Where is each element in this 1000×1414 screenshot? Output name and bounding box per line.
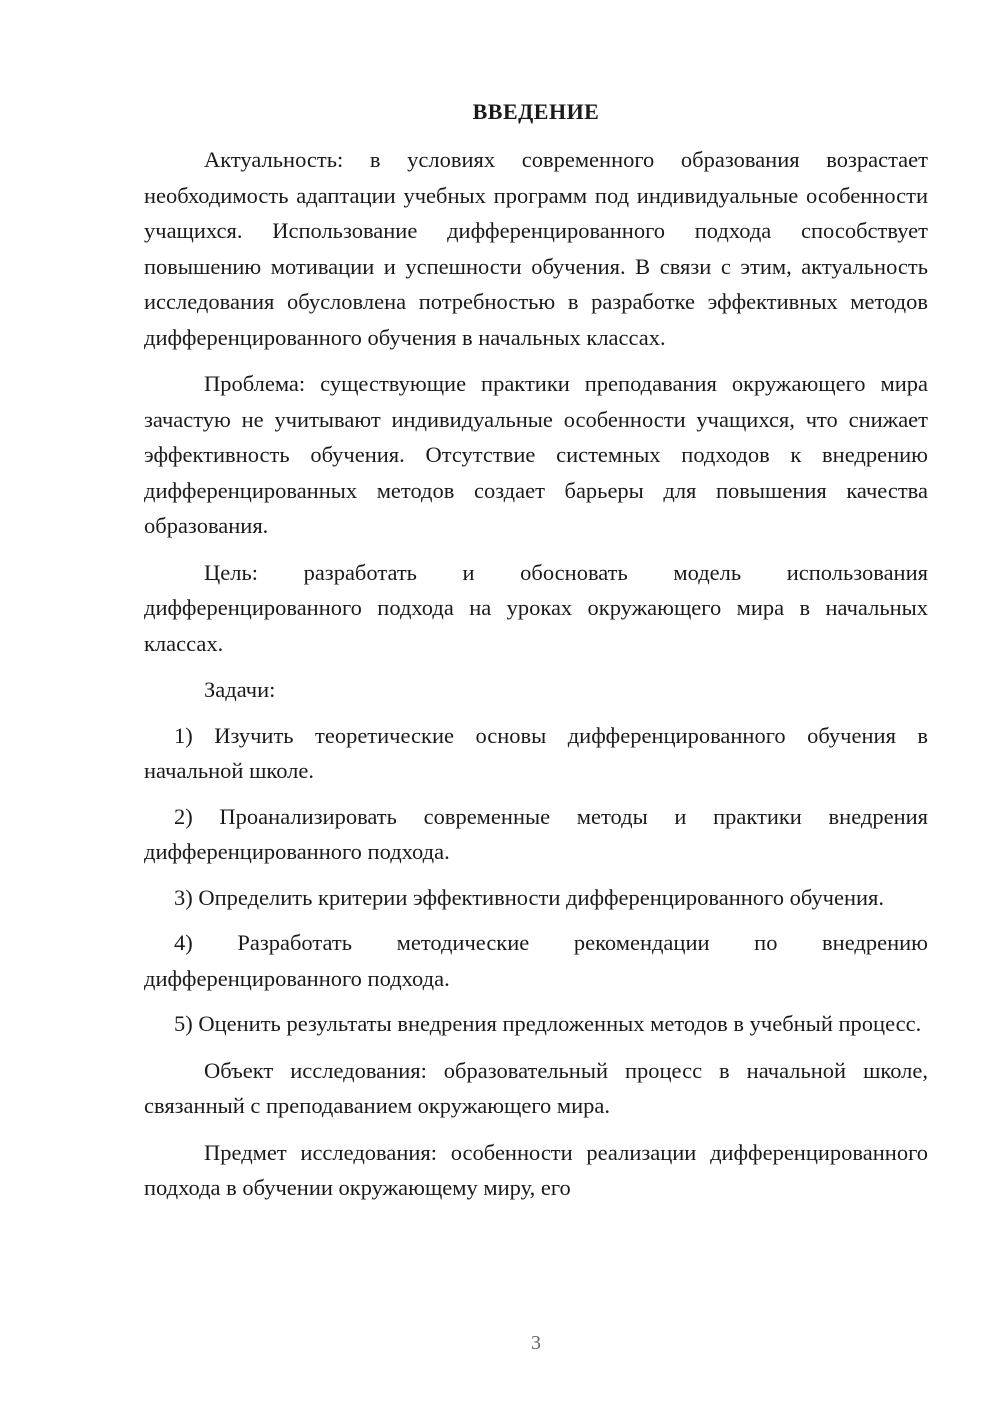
problem-paragraph: Проблема: существующие практики преподавания окружающего мира зачастую не учитывают индивидуальные особенности учащихся, что снижает эффективность обучения. Отсутствие системных подходов к внедрению дифференцированных методов создает барьеры для повышения качества образования.	[144, 371, 928, 538]
task-item-3: 3) Определить критерии эффективности дифференцированного обучения.	[174, 884, 885, 910]
task-item-2: 2) Проанализировать современные методы и практики внедрения дифференцированного подхода.	[144, 803, 928, 864]
task-item-5: 5) Оценить результаты внедрения предложенных методов в учебный процесс.	[174, 1011, 922, 1036]
page-title: ВВЕДЕНИЕ	[472, 99, 600, 124]
task-item-1: 1) Изучить теоретические основы дифференцированного обучения в начальной школе.	[144, 722, 928, 783]
page-content	[144, 96, 928, 1206]
relevance-paragraph: Актуальность: в условиях современного образования возрастает необходимость адаптации учебных программ под индивидуальные особенности учащихся. Использование дифференцированного подхода способствует повышению мотивации и успешности обучения. В связи с этим, актуальность исследования обусловлена потребностью в разработке эффективных методов дифференцированного обучения в начальных классах.	[144, 147, 928, 350]
object-paragraph: Объект исследования: образовательный процесс в начальной школе, связанный с преподаванием окружающего мира.	[144, 1057, 928, 1118]
tasks-heading: Задачи:	[204, 677, 276, 702]
goal-paragraph: Цель: разработать и обосновать модель использования дифференцированного подхода на уроках окружающего мира в начальных классах.	[144, 559, 928, 656]
task-item-4: 4) Разработать методические рекомендации по внедрению дифференцированного подхода.	[144, 930, 928, 991]
page-number: 3	[531, 1332, 541, 1354]
subject-paragraph: Предмет исследования: особенности реализации дифференцированного подхода в обучении окружающему миру, его	[144, 1139, 928, 1200]
